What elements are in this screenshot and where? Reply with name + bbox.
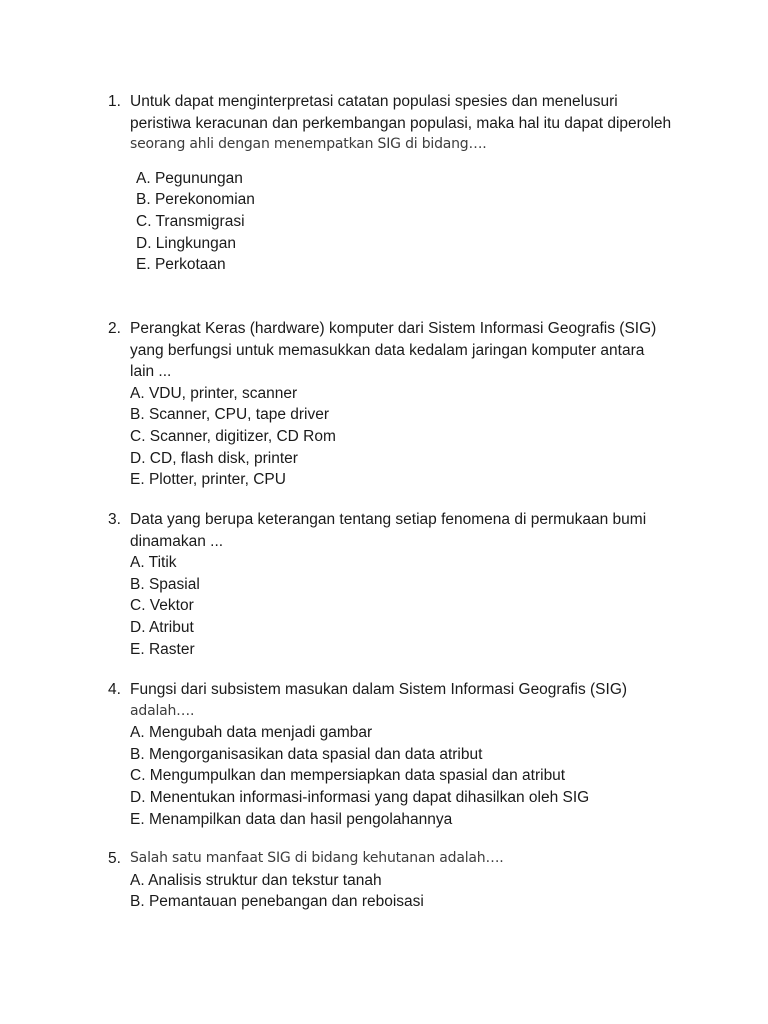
answer-option: B. Pemantauan penebangan dan reboisasi — [130, 893, 424, 911]
answer-option: B. Scanner, CPU, tape driver — [130, 406, 330, 424]
answer-option: B. Perekonomian — [136, 191, 255, 209]
question-body — [130, 91, 708, 276]
question-stem-line: adalah…. — [130, 702, 195, 719]
question-2 — [108, 318, 708, 491]
question-stem-line: peristiwa keracunan dan perkembangan populasi, maka hal itu dapat diperoleh — [130, 114, 672, 132]
question-number: 2. — [108, 320, 121, 337]
answer-option: A. VDU, printer, scanner — [130, 384, 298, 402]
answer-option: A. Titik — [130, 554, 177, 572]
question-number: 5. — [108, 850, 121, 867]
answer-options — [130, 552, 708, 660]
question-number: 1. — [108, 93, 121, 110]
question-stem-line: Untuk dapat menginterpretasi catatan populasi spesies dan menelusuri — [130, 93, 618, 110]
answer-option: D. Menentukan informasi-informasi yang dapat dihasilkan oleh SIG — [130, 788, 590, 806]
answer-options — [130, 870, 708, 913]
answer-option: D. Atribut — [130, 618, 194, 636]
question-stem-line: dinamakan ... — [130, 532, 224, 550]
answer-option: C. Vektor — [130, 597, 194, 615]
answer-option: A. Analisis struktur dan tekstur tanah — [130, 871, 382, 889]
answer-option: D. Lingkungan — [136, 234, 236, 252]
question-stem-line: yang berfungsi untuk memasukkan data kedalam jaringan komputer antara — [130, 341, 645, 359]
question-number: 3. — [108, 511, 121, 528]
question-1 — [108, 91, 708, 276]
answer-option: E. Raster — [130, 640, 195, 658]
question-4 — [108, 679, 708, 830]
question-body — [130, 509, 708, 660]
answer-option: B. Spasial — [130, 575, 200, 593]
answer-options — [130, 383, 708, 491]
answer-options — [136, 168, 708, 276]
question-stem-line: Perangkat Keras (hardware) komputer dari Sistem Informasi Geografis (SIG) — [130, 320, 657, 337]
question-stem-line: lain ... — [130, 363, 172, 381]
answer-option: C. Mengumpulkan dan mempersiapkan data spasial dan atribut — [130, 767, 566, 785]
question-stem-line: seorang ahli dengan menempatkan SIG di bidang…. — [130, 136, 487, 153]
question-body — [130, 318, 708, 491]
answer-option: E. Plotter, printer, CPU — [130, 471, 286, 489]
answer-option: D. CD, flash disk, printer — [130, 449, 298, 467]
answer-option: A. Pegunungan — [136, 169, 243, 187]
question-stem-line: Data yang berupa keterangan tentang setiap fenomena di permukaan bumi — [130, 511, 647, 528]
question-stem-line: Fungsi dari subsistem masukan dalam Sistem Informasi Geografis (SIG) — [130, 681, 628, 698]
answer-option: C. Transmigrasi — [136, 212, 245, 230]
answer-options — [130, 722, 708, 830]
question-body — [130, 848, 708, 913]
question-3 — [108, 509, 708, 660]
question-number: 4. — [108, 681, 121, 698]
answer-option: B. Mengorganisasikan data spasial dan data atribut — [130, 745, 483, 763]
question-body — [130, 679, 708, 830]
answer-option: C. Scanner, digitizer, CD Rom — [130, 427, 336, 445]
answer-option: E. Menampilkan data dan hasil pengolahannya — [130, 810, 453, 828]
question-5 — [108, 848, 708, 913]
answer-option: A. Mengubah data menjadi gambar — [130, 724, 373, 742]
answer-option: E. Perkotaan — [136, 256, 226, 274]
question-stem-line: Salah satu manfaat SIG di bidang kehutanan adalah…. — [130, 850, 504, 866]
